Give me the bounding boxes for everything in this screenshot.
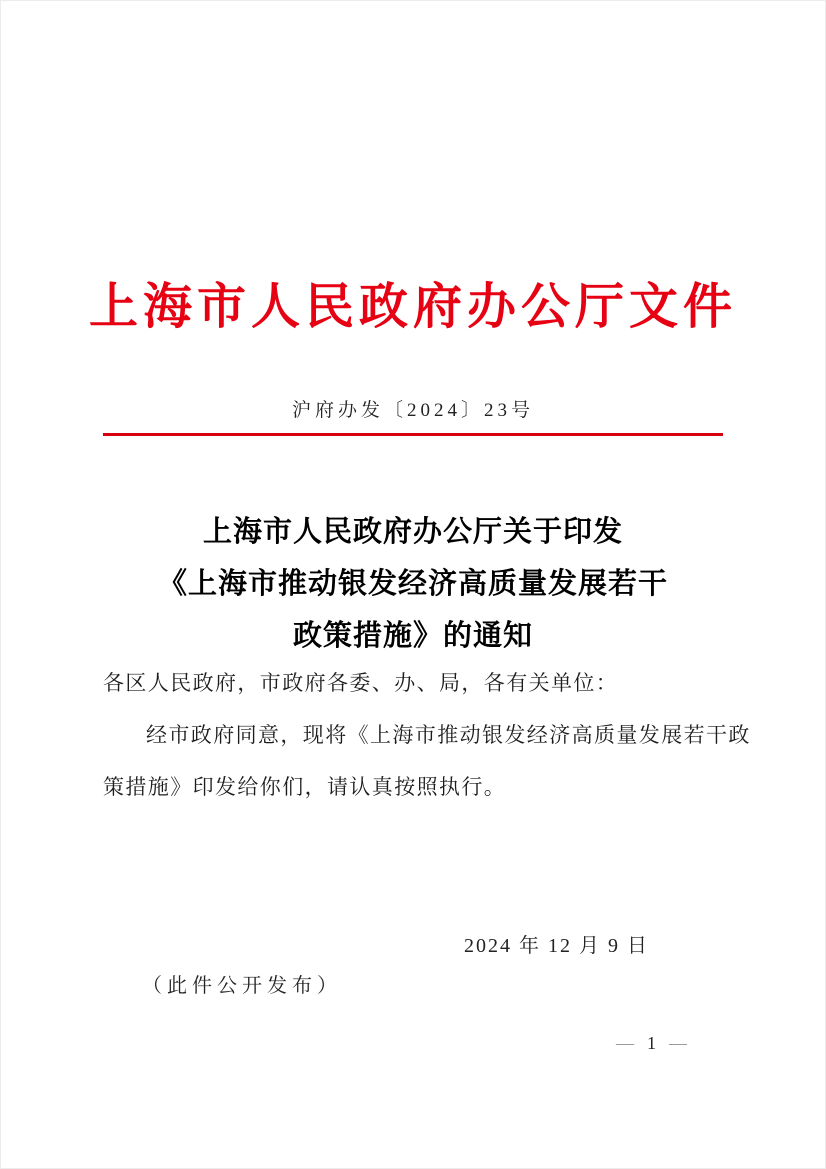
document-body bbox=[103, 657, 751, 813]
page-number-dash-right: — bbox=[669, 1033, 687, 1053]
public-release-note: （此件公开发布） bbox=[142, 975, 342, 997]
letterhead-title: 上海市人民政府办公厅文件 bbox=[88, 279, 737, 334]
document-title-line-1: 上海市人民政府办公厅关于印发 bbox=[202, 516, 623, 548]
page-number-footer bbox=[616, 1033, 687, 1054]
page-number-dash-left: — bbox=[616, 1033, 634, 1053]
document-title bbox=[102, 506, 724, 662]
signature-date: 2024 年 12 月 9 日 bbox=[464, 935, 649, 957]
document-title-line-2: 《上海市推动银发经济高质量发展若干 bbox=[157, 568, 668, 600]
body-paragraph-line-2: 策措施》印发给你们，请认真按照执行。 bbox=[103, 775, 507, 799]
document-number: 沪府办发〔2024〕23号 bbox=[291, 400, 534, 421]
page-number-value: 1 bbox=[647, 1033, 656, 1053]
red-divider-rule bbox=[103, 433, 723, 436]
body-paragraph-line-1: 经市政府同意，现将《上海市推动银发经济高质量发展若干政 bbox=[146, 723, 751, 747]
salutation-line: 各区人民政府，市政府各委、办、局，各有关单位： bbox=[103, 671, 619, 695]
document-title-line-3: 政策措施》的通知 bbox=[292, 620, 533, 652]
